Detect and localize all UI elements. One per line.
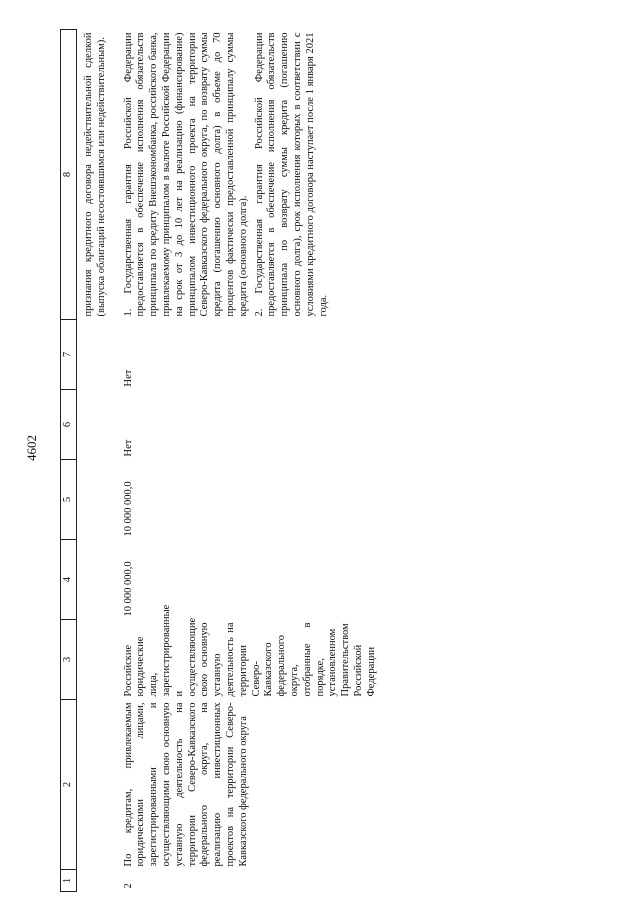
amount-year: 10 000 000,0 <box>122 481 134 537</box>
other-conditions <box>119 30 383 320</box>
rotated-table-wrapper <box>60 30 620 892</box>
column-header-4: 4 <box>61 540 77 620</box>
principal-category: Российские юридические лица, зарегистрированные и осуществляющие свою основную уставную деятельность на территории Северо-Кавказского федерального округа, отобранные в порядке, установленном Правительством Российской Федерации <box>122 604 377 697</box>
condition-item: 2. Государственная гарантия Российской Федерации предоставляется в обеспечение исполнения обязательств принципала по возврату суммы кредита (погашению основного долга), срок исполнения которых в соответствии с условиями кредитного договора наступает после 1 января 2021 года. <box>253 32 329 317</box>
row-number: 2 <box>122 883 134 889</box>
column-header-3: 3 <box>61 620 77 700</box>
column-header-1: 1 <box>61 870 77 892</box>
column-header-7: 7 <box>61 320 77 390</box>
column-number-row <box>61 30 77 892</box>
guarantee-purpose: По кредитам, привлекаемым юридическими лицами, зарегистрированными и осуществляющими свою основную уставную деятельность на территории Северо-Кавказского федерального округа, на реализацию инвестиционных проектов на территории Северо-Кавказского федерального округа <box>122 702 249 867</box>
table-row <box>119 30 383 892</box>
amount-total: 10 000 000,0 <box>122 561 134 617</box>
condition-item: 1. Государственная гарантия Российской Федерации предоставляется в обеспечение исполнения обязательств принципала по кредиту Внешэкономбанка, российского банка, привлекаемому принципалом в валюте Российской Федерации на срок от 3 до 10 лет на реализацию (финансирование) принципалом инвестиционного проекта на территории Северо-Кавказского федерального округа, по возврату суммы кредита (погашению основного долга) в объеме до 70 процентов фактически предоставленной принципалу суммы кредита (основного долга). <box>122 32 249 317</box>
continuation-row <box>77 30 119 892</box>
continuation-text: признания кредитного договора недействительной сделкой (выпуска облигаций несостоявшимся или недействительным). <box>83 32 107 317</box>
guarantee-table <box>60 29 383 892</box>
pledge-requirement: Нет <box>122 369 134 387</box>
column-header-5: 5 <box>61 460 77 540</box>
page-number: 4602 <box>24 435 39 461</box>
regress-right: Нет <box>122 439 134 457</box>
column-header-8: 8 <box>61 30 77 320</box>
column-header-6: 6 <box>61 390 77 460</box>
column-header-2: 2 <box>61 700 77 870</box>
